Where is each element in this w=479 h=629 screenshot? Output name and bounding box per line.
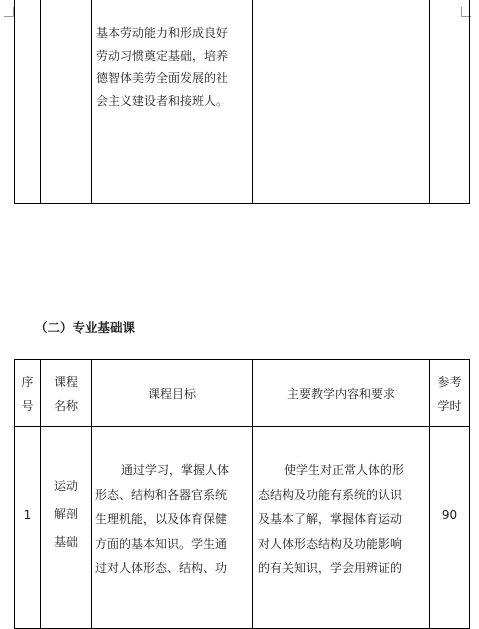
row-course-content [258, 458, 428, 581]
text-line: 劳动习惯奠定基础，培养 [96, 48, 229, 63]
text-line: 会主义建设者和接班人。 [96, 93, 229, 108]
row-reference-hours: 90 [441, 508, 458, 522]
text-line: 及基本了解，掌握体育运动 [258, 512, 403, 526]
text-line: 形态、结构和各器官系统 [95, 487, 228, 502]
row-course-name: 运动 解剖 基础 [53, 479, 78, 549]
text-line: 德智体美劳全面发展的社 [96, 71, 229, 85]
text-line: 方面的基本知识。学生通 [95, 536, 228, 551]
header-course-content: 主要教学内容和要求 [286, 387, 395, 401]
top-table-border [14, 0, 470, 204]
page-corner-mark-left [4, 7, 14, 17]
header-seq: 序 号 [21, 375, 34, 413]
text-line: 对人体形态结构及功能影响 [258, 536, 403, 551]
text-line: 态结构及功能有系统的认识 [258, 487, 403, 502]
text-line: 使学生对正常人体的形 [284, 463, 405, 477]
text-line: 基本劳动能力和形成良好 [96, 26, 229, 40]
top-table-goal-text [96, 22, 228, 112]
text-line: 的有关知识，学会用辨证的 [258, 561, 403, 575]
header-reference-hours: 参考 学时 [437, 375, 462, 413]
header-course-goal: 课程目标 [147, 387, 196, 401]
text-line: 生理机能，以及体育保健 [95, 512, 228, 526]
header-course-name: 课程 名称 [53, 375, 78, 413]
section-title: （二）专业基础课 [35, 320, 136, 335]
text-line: 过对人体形态、结构、功 [95, 561, 228, 575]
text-line: 通过学习，掌握人体 [121, 463, 230, 477]
row-seq: 1 [23, 508, 32, 522]
row-course-goal [95, 458, 251, 581]
